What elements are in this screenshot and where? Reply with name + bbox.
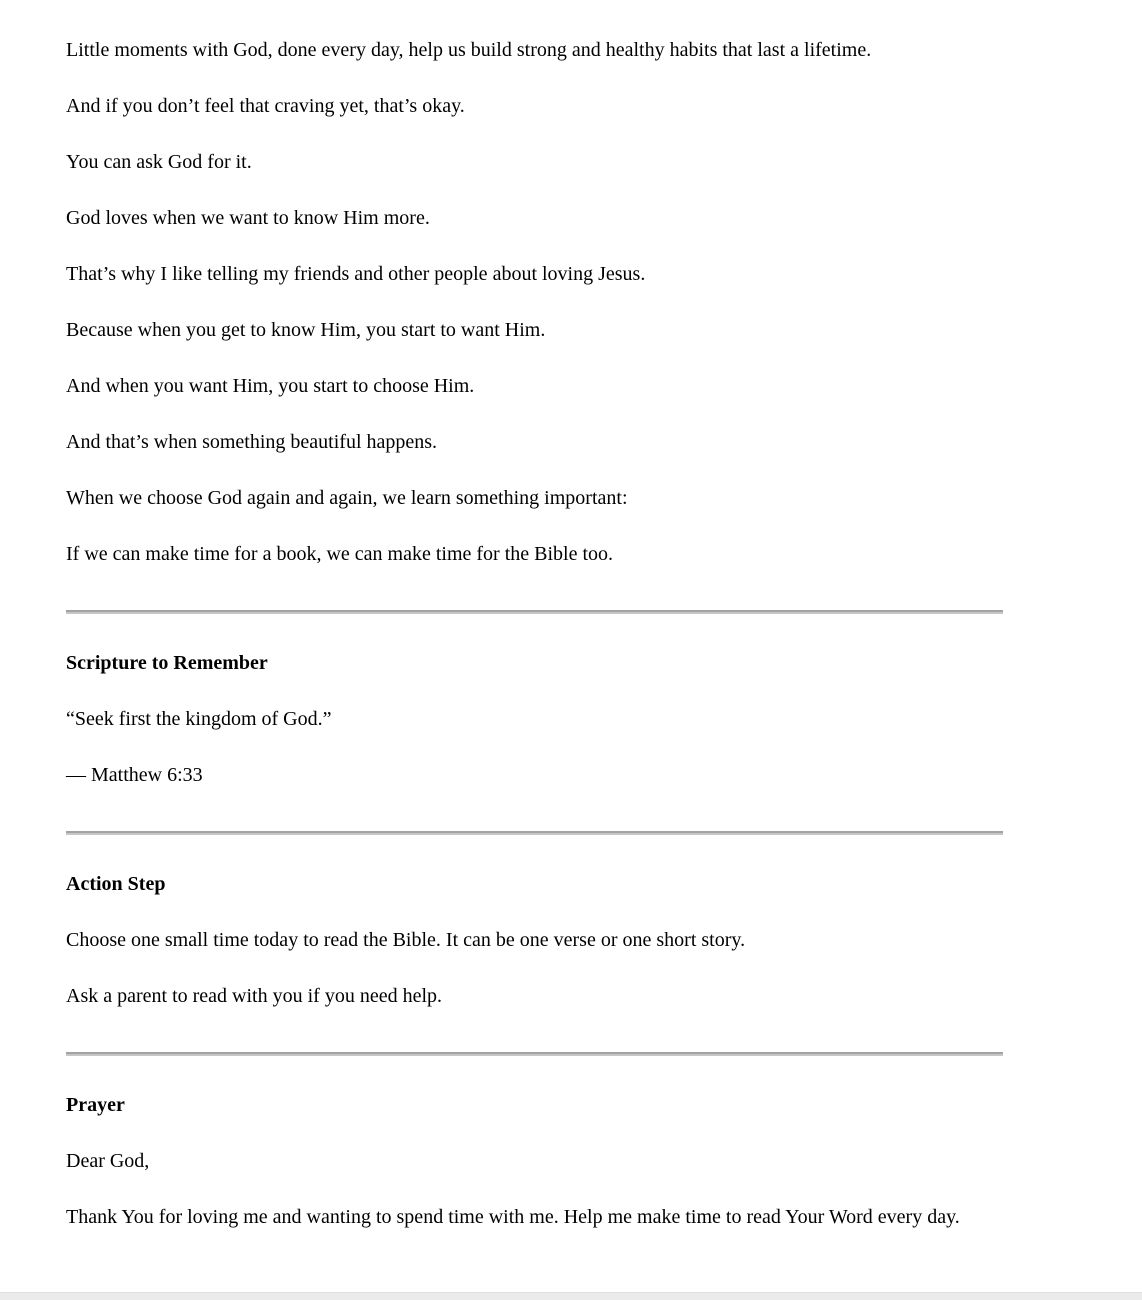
- paragraph: Ask a parent to read with you if you need help.: [66, 985, 443, 1007]
- paragraph: Little moments with God, done every day, help us build strong and healthy habits that last a lifetime.: [66, 39, 872, 61]
- paragraph: When we choose God again and again, we learn something important:: [66, 487, 628, 509]
- paragraph: Thank You for loving me and wanting to spend time with me. Help me make time to read Your Word every day.: [66, 1206, 960, 1228]
- scripture-reference: — Matthew 6:33: [66, 764, 203, 786]
- paragraph: That’s why I like telling my friends and other people about loving Jesus.: [66, 263, 646, 285]
- paragraph: If we can make time for a book, we can make time for the Bible too.: [66, 543, 614, 565]
- scripture-quote: “Seek first the kingdom of God.”: [66, 708, 332, 730]
- bottom-bar: [0, 1292, 1142, 1300]
- divider: [66, 1052, 1003, 1056]
- paragraph: God loves when we want to know Him more.: [66, 207, 430, 229]
- paragraph: Dear God,: [66, 1150, 150, 1172]
- paragraph: You can ask God for it.: [66, 151, 252, 173]
- paragraph: Choose one small time today to read the Bible. It can be one verse or one short story.: [66, 929, 746, 951]
- paragraph: Because when you get to know Him, you start to want Him.: [66, 319, 546, 341]
- paragraph: And if you don’t feel that craving yet, that’s okay.: [66, 95, 465, 117]
- section-heading-action-step: Action Step: [66, 873, 166, 895]
- divider: [66, 831, 1003, 835]
- section-heading-prayer: Prayer: [66, 1094, 125, 1116]
- paragraph: And that’s when something beautiful happens.: [66, 431, 438, 453]
- divider: [66, 610, 1003, 614]
- paragraph: And when you want Him, you start to choose Him.: [66, 375, 475, 397]
- section-heading-scripture: Scripture to Remember: [66, 652, 268, 674]
